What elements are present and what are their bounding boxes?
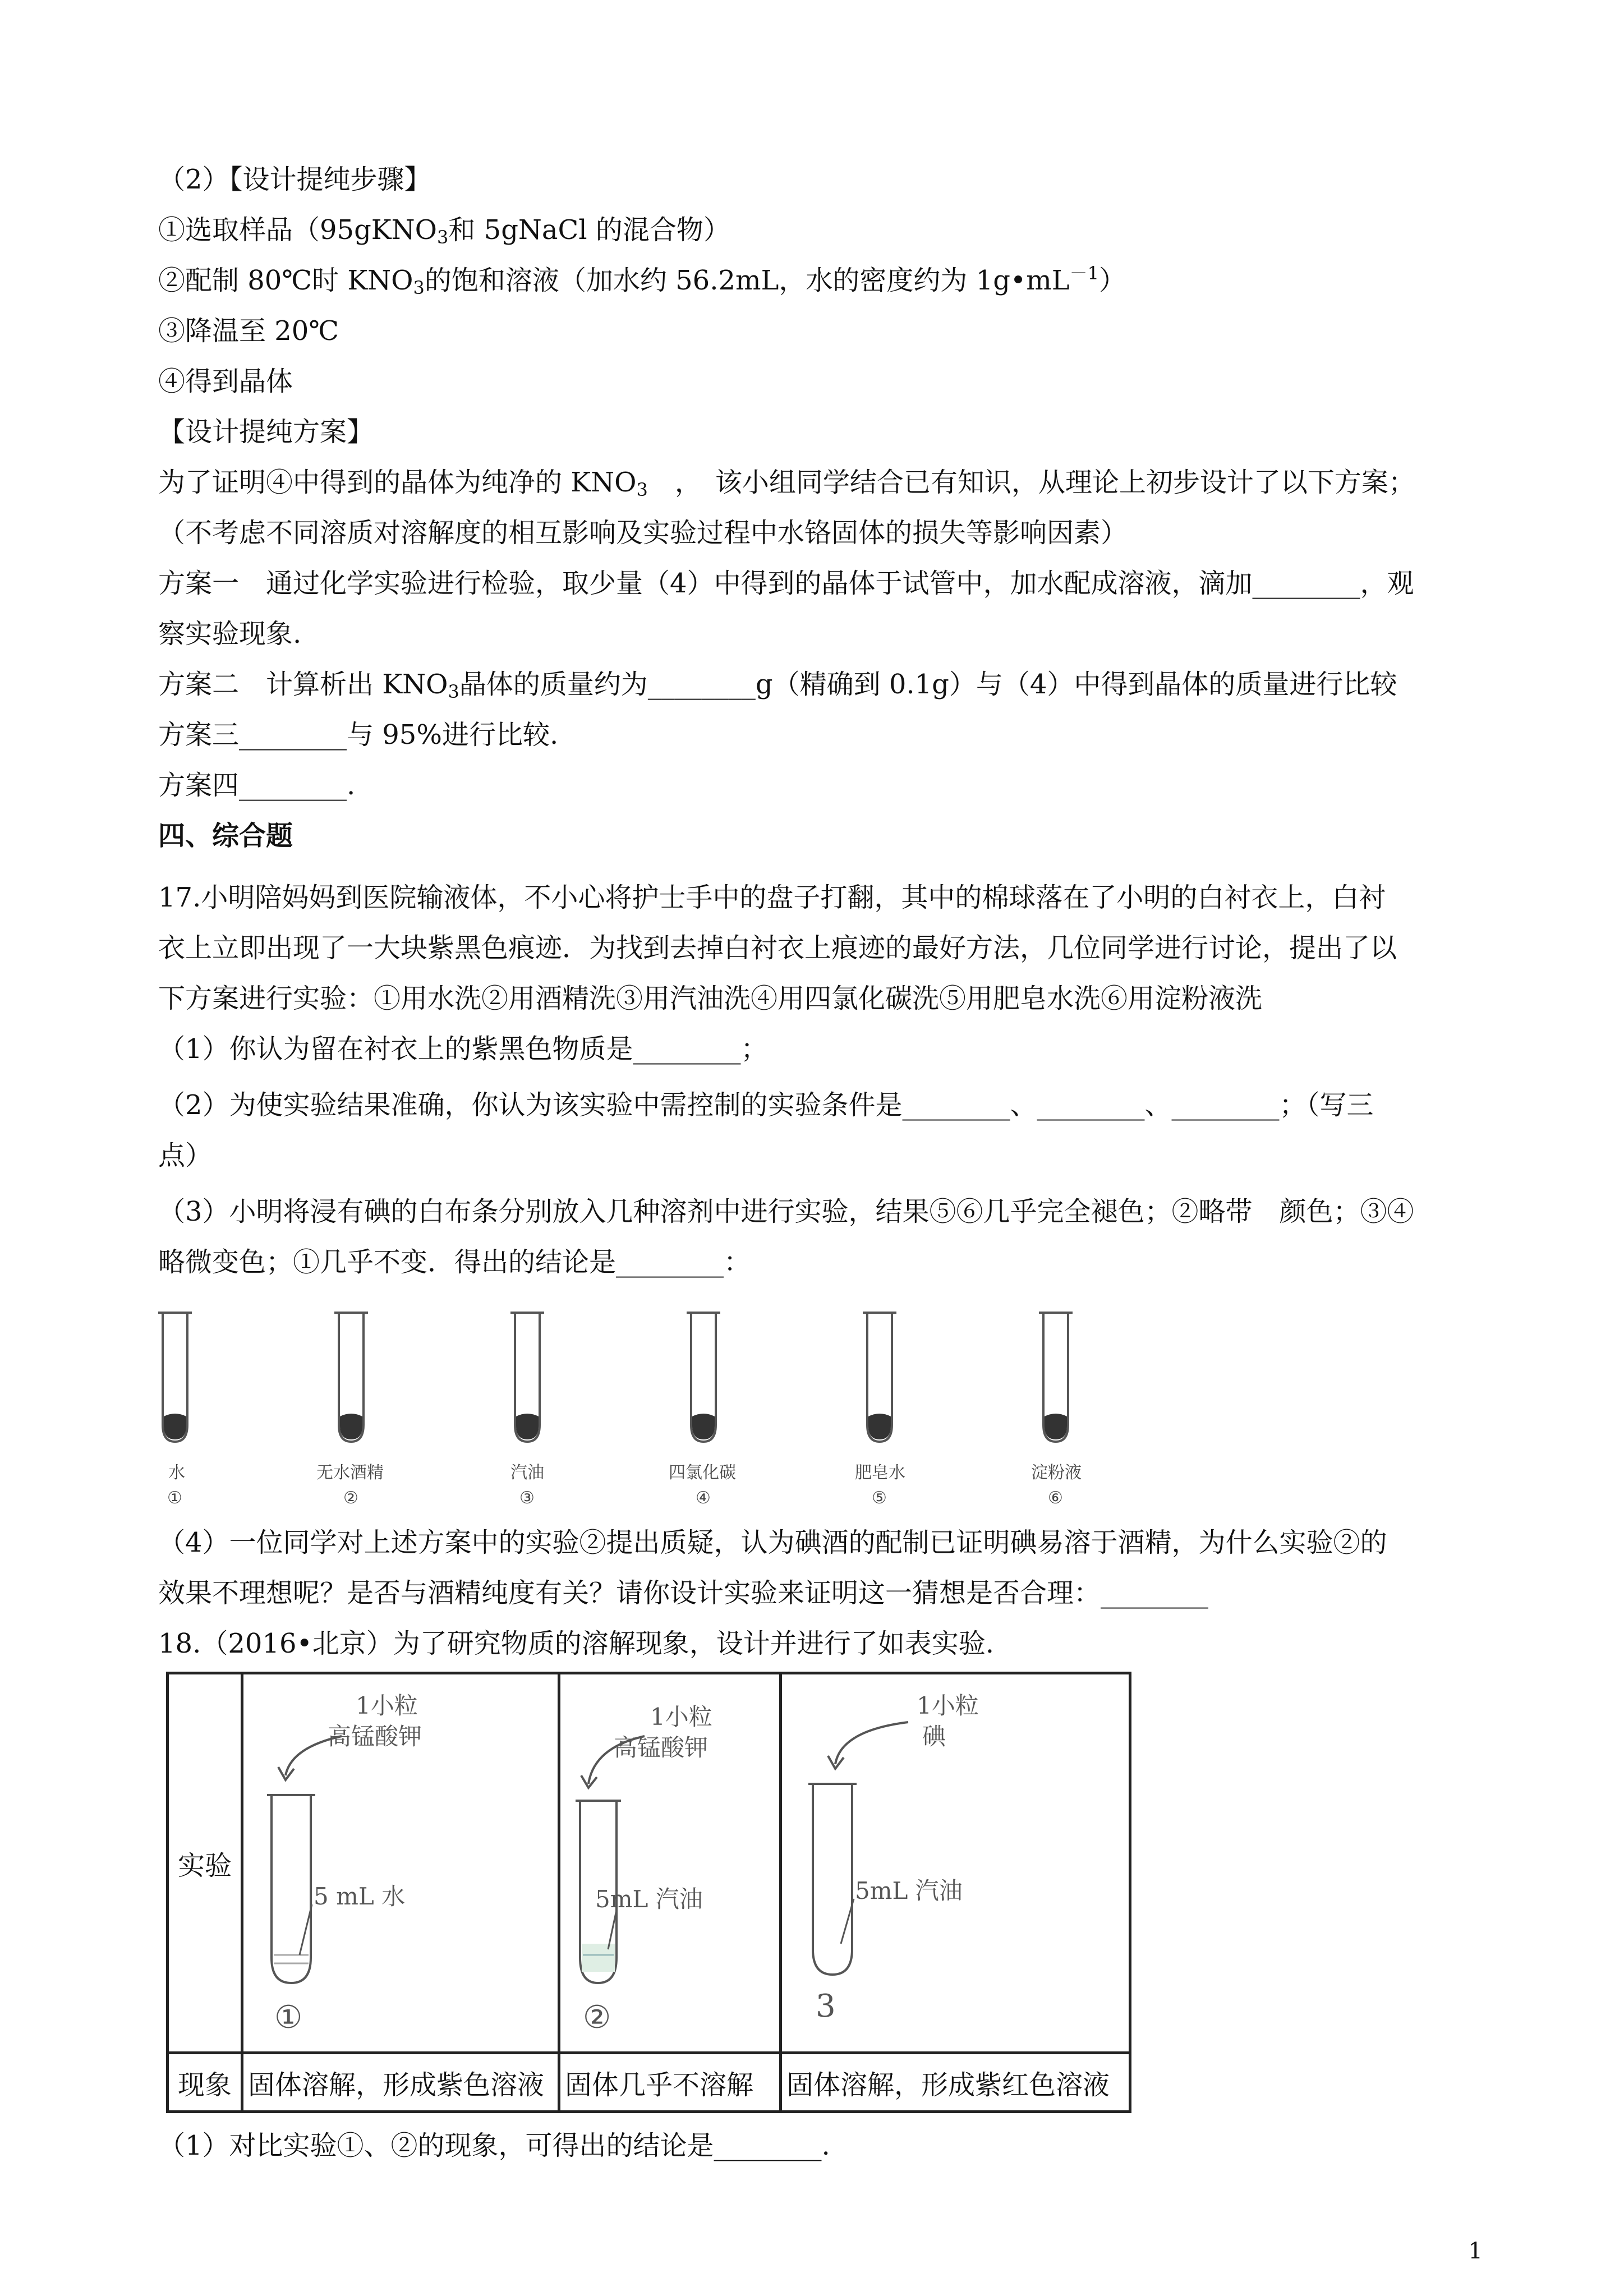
step-2: ②配制 80℃时 $KNO_3$的饱和溶液（加水约 56.2mL，水的密度约为 $1g•mL^{-1}$） [158, 263, 1126, 298]
exp-1-observation: 固体溶解，形成紫色溶液 [242, 2053, 559, 2112]
tube-5-name: 肥皂水 [855, 1463, 905, 1483]
row-header-observation: 现象 [168, 2053, 242, 2112]
tube-6-num: ⑥ [1048, 1488, 1063, 1508]
tube-1-name: 水 [168, 1463, 185, 1483]
tube-2-name: 无水酒精 [316, 1463, 384, 1483]
experiment-1-cell [242, 1673, 559, 2053]
tube-6 [1031, 1313, 1082, 1508]
exp-3-observation: 固体溶解，形成紫红色溶液 [781, 2053, 1130, 2112]
tube-5-num: ⑤ [872, 1488, 887, 1508]
q17-line-3: 下方案进行实验：①用水洗②用酒精洗③用汽油洗④用四氯化碳洗⑤用肥皂水洗⑥用淀粉液洗 [158, 983, 1263, 1014]
plan-intro: 为了证明④中得到的晶体为纯净的 $KNO_3$ ， 该小组同学结合已有知识，从理论上初步设计了以下方案； [158, 467, 1415, 500]
page-number: 1 [1468, 2238, 1483, 2264]
tube-5 [855, 1313, 905, 1508]
experiment-table [166, 1672, 1131, 2113]
plan-2: 方案二 计算析出 $KNO_3$晶体的质量约为________g（精确到 0.1g）与（4）中得到晶体的质量进行比较 [158, 669, 1397, 702]
experiment-3-diagram [782, 1674, 1129, 2045]
exp-3-arrow [835, 1722, 908, 1764]
exp-3-label-1: 1小粒 [917, 1692, 979, 1719]
tube-1-num: ① [167, 1488, 182, 1508]
exp-1-label-2: 高锰酸钾 [328, 1723, 422, 1750]
exp-3-label-2: 碘 [922, 1723, 946, 1750]
q17-part-3-line-1: （3）小明将浸有碘的白布条分别放入几种溶剂中进行实验，结果⑤⑥几乎完全褪色；②略带 颜色；③④ [158, 1196, 1414, 1227]
exp-3-num: 3 [816, 1988, 836, 2024]
tube-4-name: 四氯化碳 [669, 1463, 736, 1483]
q18-part-1: （1）对比实验①、②的现象，可得出的结论是________. [158, 2130, 830, 2161]
tube-3-name: 汽油 [510, 1463, 544, 1483]
exp-2-liquid-label: 5mL 汽油 [595, 1885, 703, 1913]
plan-4: 方案四________. [158, 770, 356, 801]
tube-3 [510, 1313, 544, 1508]
exp-2-label-1: 1小粒 [650, 1703, 712, 1731]
exp-1-num: ① [274, 1999, 303, 2036]
tube-2 [316, 1313, 384, 1508]
tube-1 [158, 1313, 192, 1508]
step-heading: （2）【设计提纯步骤】 [158, 164, 431, 195]
q17-part-2-line-2: 点） [158, 1140, 213, 1171]
table-row-experiment [168, 1673, 1130, 2053]
q17-part-1: （1）你认为留在衬衣上的紫黑色物质是________； [158, 1033, 768, 1065]
plan-heading: 【设计提纯方案】 [158, 416, 374, 448]
tube-2-num: ② [343, 1488, 358, 1508]
plan-1-line-1: 方案一 通过化学实验进行检验，取少量（4）中得到的晶体于试管中，加水配成溶液，滴加________，观 [158, 568, 1414, 599]
step-3: ③降温至 20℃ [158, 315, 339, 347]
exp-3-liquid-label: 5mL 汽油 [855, 1877, 963, 1904]
step-4: ④得到晶体 [158, 366, 293, 397]
tube-3-num: ③ [519, 1488, 535, 1508]
exp-2-observation: 固体几乎不溶解 [559, 2053, 781, 2112]
q18-stem: 18.（2016•北京）为了研究物质的溶解现象，设计并进行了如表实验. [158, 1628, 995, 1659]
exp-2-label-2: 高锰酸钾 [614, 1734, 709, 1761]
q17-line-1: 17.小明陪妈妈到医院输液体，不小心将护士手中的盘子打翻，其中的棉球落在了小明的白衬衣上，白衬 [158, 882, 1386, 913]
tube-4 [669, 1313, 736, 1508]
tube-6-name: 淀粉液 [1031, 1463, 1082, 1483]
test-tubes-figure [146, 1301, 1156, 1515]
section-heading: 四、综合题 [158, 820, 293, 852]
plan-note: （不考虑不同溶质对溶解度的相互影响及实验过程中水铬固体的损失等影响因素） [158, 517, 1128, 549]
table-row-observation [168, 2053, 1130, 2112]
experiment-1-diagram [243, 1674, 558, 2045]
step-1: ①选取样品（95gKNO$_3$和 5gNaCl 的混合物） [158, 214, 730, 248]
q17-part-4-line-1: （4）一位同学对上述方案中的实验②提出质疑，认为碘酒的配制已证明碘易溶于酒精，为什么实验②的 [158, 1527, 1387, 1558]
row-header-experiment: 实验 [168, 1673, 242, 2053]
exp-1-label-1: 1小粒 [356, 1692, 418, 1719]
q17-part-4-line-2: 效果不理想呢？是否与酒精纯度有关？请你设计实验来证明这一猜想是否合理：________ [158, 1577, 1209, 1609]
plan-1-line-2: 察实验现象. [158, 618, 302, 650]
exp-3-tube [813, 1784, 852, 1975]
plan-3: 方案三________与 95%进行比较. [158, 719, 559, 751]
experiment-3-cell [781, 1673, 1130, 2053]
exp-2-num: ② [583, 1999, 611, 2036]
exp-1-liquid-label: 5 mL 水 [314, 1883, 406, 1910]
q17-line-2: 衣上立即出现了一大块紫黑色痕迹．为找到去掉白衬衣上痕迹的最好方法，几位同学进行讨论，提出了以 [158, 932, 1397, 964]
q17-part-2-line-1: （2）为使实验结果准确，你认为该实验中需控制的实验条件是________、________、________；（写三 [158, 1089, 1374, 1121]
experiment-2-diagram [560, 1674, 779, 2045]
experiment-2-cell [559, 1673, 781, 2053]
tube-4-num: ④ [696, 1488, 711, 1508]
q17-part-3-line-2: 略微变色；①几乎不变．得出的结论是________： [158, 1246, 751, 1278]
